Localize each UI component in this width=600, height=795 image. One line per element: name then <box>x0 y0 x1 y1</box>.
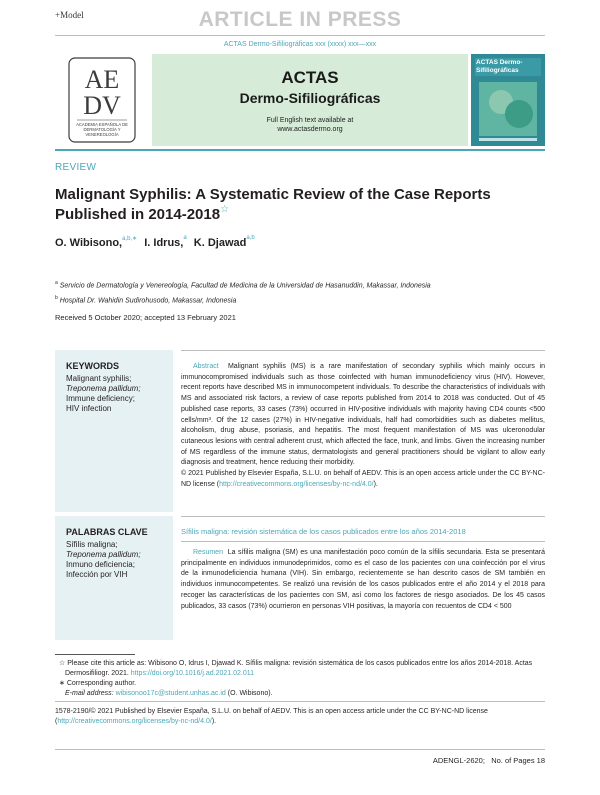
model-label: +Model <box>55 10 84 20</box>
logo-caption: ACADEMIA ESPAÑOLA DE DERMATOLOGÍA Y VENEREOLOGÍA <box>76 122 128 137</box>
keywords-list <box>66 374 141 414</box>
english-abstract <box>181 350 545 490</box>
header-divider <box>55 35 545 36</box>
spanish-title: Sífilis maligna: revisión sistemática de los casos publicados entre los años 2014-2018 <box>181 527 466 536</box>
resumen-top-rule <box>181 516 545 517</box>
corresponding-footnote: ∗ Corresponding author. <box>59 680 137 687</box>
logo-letters-bottom: DV <box>83 91 121 120</box>
affiliation-item: $^b$ Hospital Dr. Wahidin Sudirohusodo, Makassar, Indonesia <box>55 295 237 305</box>
abstract-copyright: © 2021 Published by Elsevier España, S.L.U. on behalf of AEDV. This is an open access article under the CC BY-NC-ND license (http://creativecommons.org/licenses/by-nc-nd/4.0/). <box>181 470 545 488</box>
palabras-clave-title: PALABRAS CLAVE <box>66 527 148 537</box>
palabras-clave-box <box>55 516 173 640</box>
abstract-paragraph <box>181 362 545 469</box>
resumen-title-rule <box>181 541 545 542</box>
journal-reference: ACTAS Dermo-Sifiliográficas xxx (xxxx) xxx—xxx <box>223 41 377 48</box>
doi-link[interactable]: https://doi.org/10.1016/j.ad.2021.02.011 <box>130 670 255 677</box>
article-title <box>55 185 495 225</box>
keyword-item: Malignant syphilis; <box>66 374 132 383</box>
journal-cover-thumbnail <box>471 54 545 146</box>
article-in-press-banner: ARTICLE IN PRESS <box>198 8 402 31</box>
resumen-label: Resumen <box>193 549 223 556</box>
title-footnote-mark[interactable]: ☆ <box>220 204 230 215</box>
spanish-abstract <box>181 516 545 612</box>
fulltext-line1: Full English text available at <box>266 117 354 124</box>
article-title-text: Malignant Syphilis: A Systematic Review of the Case Reports Published in 2014-2018 <box>55 186 491 223</box>
aedv-logo <box>55 54 150 146</box>
resumen-paragraph <box>181 548 545 612</box>
journal-cover-icon <box>471 54 545 146</box>
abstract-text: Malignant syphilis (MS) is a rare manifestation of secondary syphilis which mainly occurs in immunocompromised individuals such as those coinfected with human immunodeficiency virus (HIV). However, recent reports have described MS in immunocompetent individuals. To describe the characteristics of individuals with MS and associated risk factors, a review of case reports published from 2014 to 2018 was conducted. Out of 45 published case reports, 33 cases (73%) occurred in HIV-positive individuals with majority having CD4 counts <500 cells/mm³. Of the 12 cases (27%) in HIV-negative individuals, half had comorbidities such as diabetes mellitus, alcoholism, drug abuse, psoriasis, and hepatitis. The most frequent manifestation of MS was ulceronodular cutaneous lesions with central adherent crust, which affected the face, trunk, and limbs. Given the increasing number of MS regardless of the immune status, dermatologists and general practitioners should be vigilant to allow early diagnosis and treatment, hence reducing their morbidity. <box>181 363 546 467</box>
email-link[interactable]: wibisonoo17c@student.unhas.ac.id <box>115 690 226 697</box>
author-affiliation-mark[interactable]: a,b,∗ <box>122 236 138 242</box>
cover-title: ACTAS Dermo-Sifiliográficas <box>476 59 523 74</box>
author-name: K. Djawad <box>193 237 247 249</box>
author-affiliation-mark[interactable]: a,b <box>246 235 255 241</box>
brand-actas: ACTAS <box>281 68 339 87</box>
keyword-item: Sífilis maligna; <box>66 540 118 549</box>
keyword-item: Treponema pallidum; <box>66 384 141 393</box>
keyword-item: Infección por VIH <box>66 570 128 579</box>
page-info <box>433 756 545 765</box>
page-id: ADENGL-2620; <box>432 756 485 765</box>
affiliations <box>55 277 545 308</box>
palabras-clave-list <box>66 540 141 580</box>
aedv-logo-icon <box>55 54 150 146</box>
license-link[interactable]: http://creativecommons.org/licenses/by-nc-nd/4.0/ <box>219 480 374 488</box>
bottom-rule <box>55 749 545 750</box>
keyword-item: Immune deficiency; <box>66 394 135 403</box>
journal-masthead <box>55 54 545 146</box>
affiliation-item: $^a$ Servicio de Dermatología y Venereología, Facultad de Medicina de la Universidad de Hasanuddin, Makassar, Indonesia <box>55 280 431 290</box>
keyword-item: HIV infection <box>66 404 112 413</box>
footer-license-link[interactable]: http://creativecommons.org/licenses/by-nc-nd/4.0/ <box>57 718 212 725</box>
author-name: O. Wibisono, <box>55 237 123 249</box>
abstract-label: Abstract <box>193 363 219 370</box>
section-label: REVIEW <box>55 162 97 173</box>
author-name: I. Idrus, <box>144 237 184 249</box>
masthead-rule <box>55 149 545 151</box>
keywords-box <box>55 350 173 512</box>
footnotes <box>55 659 545 699</box>
fulltext-note <box>152 116 468 134</box>
journal-brand-panel <box>152 54 468 146</box>
footer-rule <box>55 701 545 702</box>
keywords-title: KEYWORDS <box>66 361 120 371</box>
page-count: No. of Pages 18 <box>491 756 545 765</box>
keyword-item: Inmuno deficiencia; <box>66 560 135 569</box>
brand-dermo: Dermo-Sifiliográficas <box>239 90 381 106</box>
fulltext-url[interactable]: www.actasdermo.org <box>277 126 343 133</box>
logo-letters-top: AE <box>84 65 120 94</box>
resumen-text: La sífilis maligna (SM) es una manifestación poco común de la sífilis secundaria. Esta se presentará principalmente en individuos inmunodeprimidos, como es el caso de los pacientes con una coinfección por el virus de la inmunodeficiencia humana (VIH). Sin embargo, recientemente se han descrito casos de SM también en individuos inmunocompetentes. Se realizó una revisión de los casos publicados entre el año 2014 y el 2018 para recoger las características de los pacientes con SM, así como los factores de riesgo asociados. De los 45 casos publicados, 33 casos (73%) ocurrieron en personas VIH positivas, la mayoría con recuentos de CD4 < 500 <box>181 549 545 610</box>
author-affiliation-mark[interactable]: a <box>183 235 187 241</box>
abstract-top-rule <box>181 350 545 351</box>
received-dates: Received 5 October 2020; accepted 13 February 2021 <box>55 313 236 322</box>
keyword-item: Treponema pallidum; <box>66 550 141 559</box>
email-footnote: E-mail address: wibisonoo17c@student.unhas.ac.id (O. Wibisono). <box>65 690 273 697</box>
issn-line: 1578-2190/© 2021 Published by Elsevier España, S.L.U. on behalf of AEDV. This is an open access article under the CC BY-NC-ND license (http://creativecommons.org/licenses/by-nc-nd/4.0/). <box>55 708 488 725</box>
footnote-rule <box>55 654 135 655</box>
citation-footnote: ☆ Please cite this article as: Wibisono O, Idrus I, Djawad K. Sífilis maligna: revisión sistemática de los casos publicados entre los años 2014-2018. Actas Dermosifiliogr. 2021. https://doi.org/10.1016/j.ad.2021.02.011 <box>59 660 533 677</box>
author-list <box>55 237 255 249</box>
